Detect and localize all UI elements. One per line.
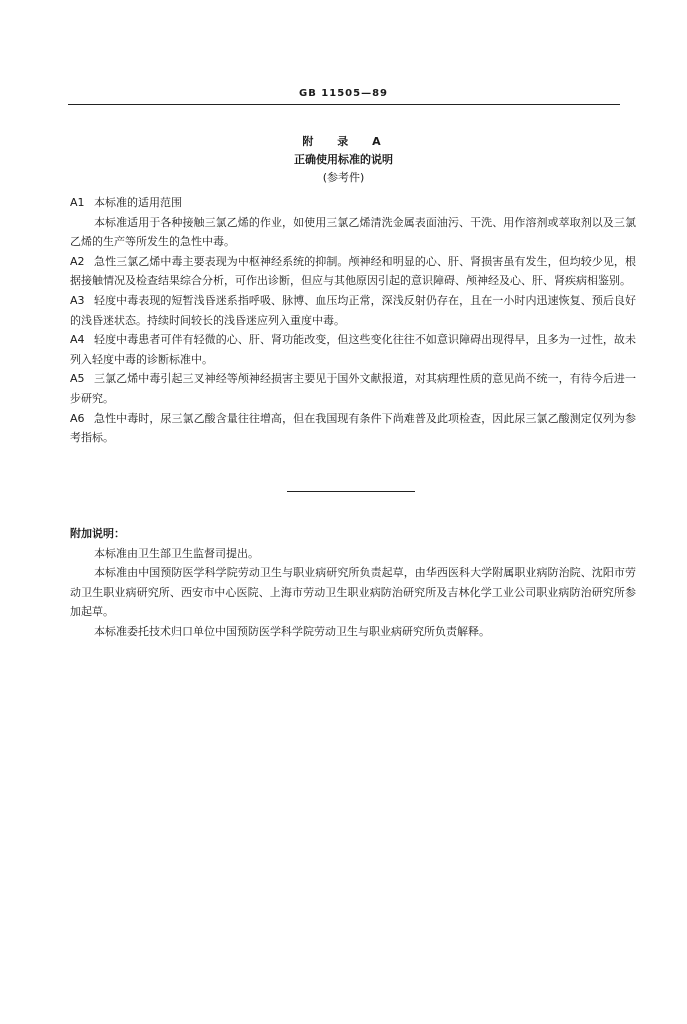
standard-code-header: GB 11505—89 — [298, 88, 389, 99]
clause-a6 — [70, 409, 636, 448]
clause-number: A2 — [70, 254, 85, 268]
clause-text: 轻度中毒患者可伴有轻微的心、肝、肾功能改变，但这些变化往往不如意识障碍出现得早，且多为一过性，故未列入轻度中毒的诊断标准中。 — [70, 333, 636, 366]
header-rule — [68, 104, 620, 105]
clause-number: A4 — [70, 333, 85, 347]
clause-number: A6 — [70, 411, 85, 425]
clause-a4 — [70, 330, 636, 369]
appendix-title: 附 录 A — [302, 135, 385, 148]
appendix-body — [70, 193, 636, 448]
appendix-subtitle: 正确使用标准的说明 — [294, 153, 393, 166]
clause-a1 — [70, 193, 636, 213]
clause-number: A1 — [70, 196, 85, 209]
clause-text: 急性三氯乙烯中毒主要表现为中枢神经系统的抑制。颅神经和明显的心、肝、肾损害虽有发生，但均较少见，根据接触情况及检查结果综合分析，可作出诊断，但应与其他原因引起的意识障碍、颅神经及心、肝、肾疾病相鉴别。 — [70, 254, 636, 288]
section-divider — [287, 491, 415, 492]
additional-note-paragraph: 本标准委托技术归口单位中国预防医学科学院劳动卫生与职业病研究所负责解释。 — [94, 624, 490, 638]
additional-notes — [70, 524, 636, 642]
clause-number: A3 — [70, 293, 85, 307]
clause-a2 — [70, 252, 636, 291]
clause-text: 本标准的适用范围 — [94, 196, 182, 209]
clause-number: A5 — [70, 372, 85, 386]
additional-notes-title: 附加说明： — [70, 527, 125, 540]
clause-a5 — [70, 369, 636, 408]
clause-a3 — [70, 291, 636, 330]
clause-a1-body: 本标准适用于各种接触三氯乙烯的作业，如使用三氯乙烯清洗金属表面油污、干洗、用作溶剂或萃取剂以及三氯乙烯的生产等所发生的急性中毒。 — [70, 215, 636, 249]
additional-note-paragraph: 本标准由卫生部卫生监督司提出。 — [94, 546, 259, 560]
clause-text: 三氯乙烯中毒引起三叉神经等颅神经损害主要见于国外文献报道，对其病理性质的意见尚不统一，有待今后进一步研究。 — [70, 372, 636, 405]
additional-note-paragraph: 本标准由中国预防医学科学院劳动卫生与职业病研究所负责起草，由华西医科大学附属职业病防治院、沈阳市劳动卫生职业病研究所、西安市中心医院、上海市劳动卫生职业病防治研究所及吉林化学工业公司职业病防治研究所参加起草。 — [70, 566, 636, 619]
appendix-note: (参考件) — [322, 171, 365, 184]
clause-text: 急性中毒时，尿三氯乙酸含量往往增高，但在我国现有条件下尚难普及此项检查，因此尿三氯乙酸测定仅列为参考指标。 — [70, 411, 636, 445]
clause-text: 轻度中毒表现的短暂浅昏迷系指呼吸、脉博、血压均正常，深浅反射仍存在，且在一小时内迅速恢复、预后良好的浅昏迷状态。持续时间较长的浅昏迷应列入重度中毒。 — [70, 293, 636, 327]
